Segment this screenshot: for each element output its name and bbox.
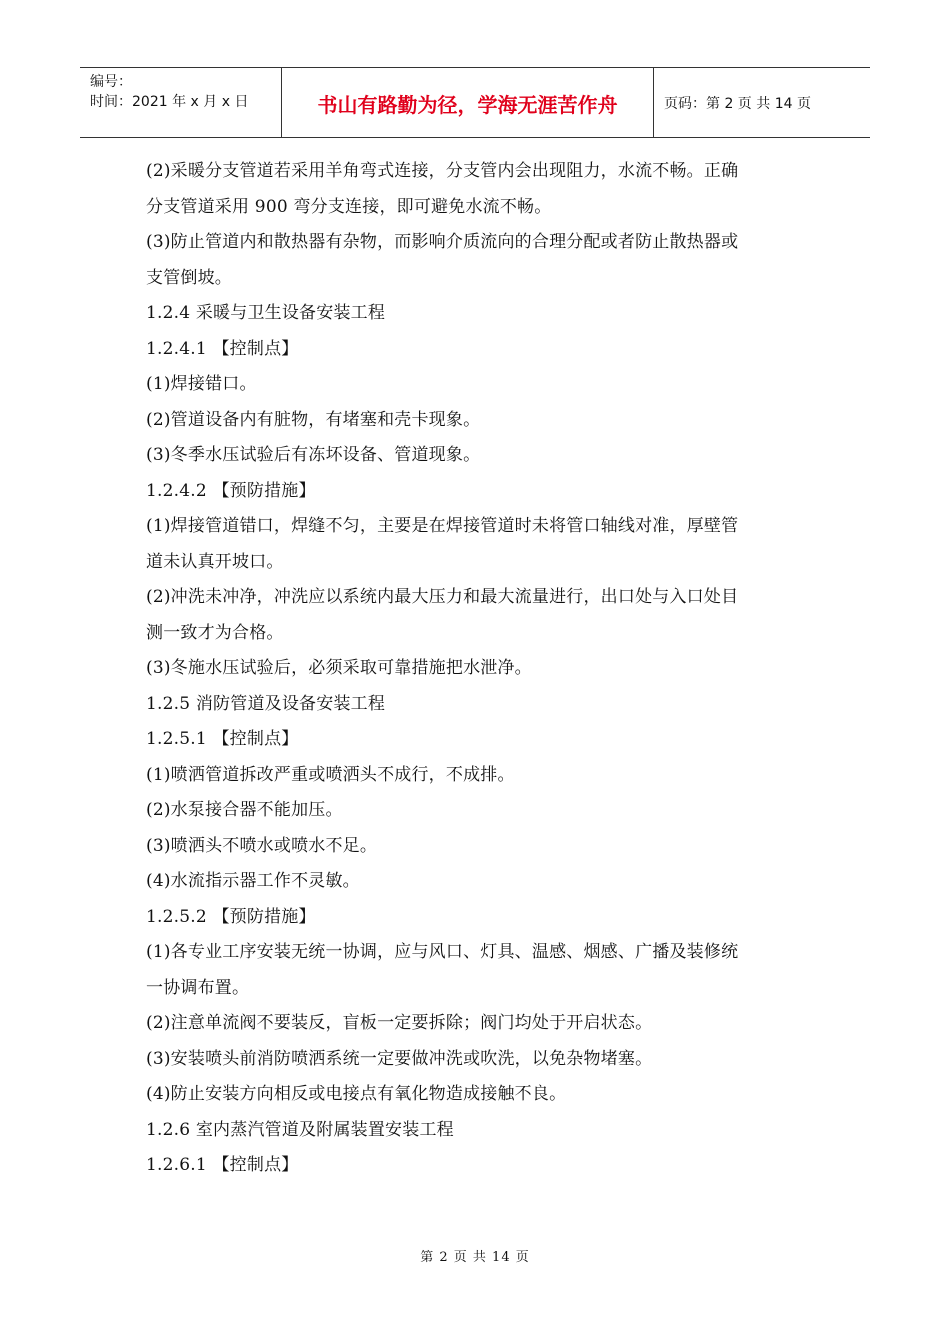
document-header — [80, 67, 870, 138]
body-line: (3)安装喷头前消防喷洒系统一定要做冲洗或吹洗，以免杂物堵塞。 — [146, 1048, 653, 1069]
number-label: 编号： — [90, 74, 132, 90]
body-line: 一协调布置。 — [146, 977, 250, 998]
body-line: 道未认真开坡口。 — [146, 551, 284, 572]
body-line: (3)防止管道内和散热器有杂物，而影响介质流向的合理分配或者防止散热器或 — [146, 232, 739, 252]
time-label: 时间：2021 年 x 月 x 日 — [90, 94, 249, 110]
subsection-heading: 1.2.5.2 【预防措施】 — [146, 906, 316, 927]
header-page-info: 页码：第 2 页 共 14 页 — [664, 95, 811, 112]
section-heading: 1.2.4 采暖与卫生设备安装工程 — [146, 303, 386, 323]
body-line: (4)防止安装方向相反或电接点有氧化物造成接触不良。 — [146, 1084, 567, 1104]
body-line: (4)水流指示器工作不灵敏。 — [146, 871, 360, 891]
body-line: (2)冲洗未冲净，冲洗应以系统内最大压力和最大流量进行，出口处与入口处目 — [146, 587, 739, 607]
subsection-heading: 1.2.4.2 【预防措施】 — [146, 480, 316, 501]
page-footer: 第 2 页 共 14 页 — [420, 1250, 530, 1265]
body-line: (1)焊接错口。 — [146, 374, 257, 394]
section-heading: 1.2.6 室内蒸汽管道及附属装置安装工程 — [146, 1119, 454, 1140]
body-line: (2)水泵接合器不能加压。 — [146, 800, 343, 820]
subsection-heading: 1.2.5.1 【控制点】 — [146, 729, 299, 749]
body-line: (2)注意单流阀不要装反，盲板一定要拆除；阀门均处于开启状态。 — [146, 1013, 653, 1033]
body-line: (3)冬季水压试验后有冻坏设备、管道现象。 — [146, 445, 481, 465]
header-motto: 书山有路勤为径，学海无涯苦作舟 — [282, 68, 654, 137]
body-line: (2)管道设备内有脏物，有堵塞和壳卡现象。 — [146, 409, 481, 430]
header-meta — [80, 68, 282, 137]
subsection-heading: 1.2.6.1 【控制点】 — [146, 1155, 299, 1175]
body-line: (1)各专业工序安装无统一协调，应与风口、灯具、温感、烟感、广播及装修统 — [146, 942, 739, 962]
subsection-heading: 1.2.4.1 【控制点】 — [146, 338, 299, 359]
body-line: (3)喷洒头不喷水或喷水不足。 — [146, 835, 378, 856]
section-heading: 1.2.5 消防管道及设备安装工程 — [146, 693, 386, 714]
body-line: (1)焊接管道错口，焊缝不匀，主要是在焊接管道时未将管口轴线对准，厚壁管 — [146, 516, 739, 536]
body-line: 支管倒坡。 — [146, 267, 232, 288]
body-line: (2)采暖分支管道若采用羊角弯式连接，分支管内会出现阻力，水流不畅。正确 — [146, 161, 739, 181]
body-line: (1)喷洒管道拆改严重或喷洒头不成行，不成排。 — [146, 764, 515, 785]
body-line: (3)冬施水压试验后，必须采取可靠措施把水泄净。 — [146, 658, 532, 678]
body-line: 测一致才为合格。 — [146, 622, 284, 643]
body-line: 分支管道采用 900 弯分支连接，即可避免水流不畅。 — [146, 196, 552, 217]
document-body — [146, 154, 826, 1184]
